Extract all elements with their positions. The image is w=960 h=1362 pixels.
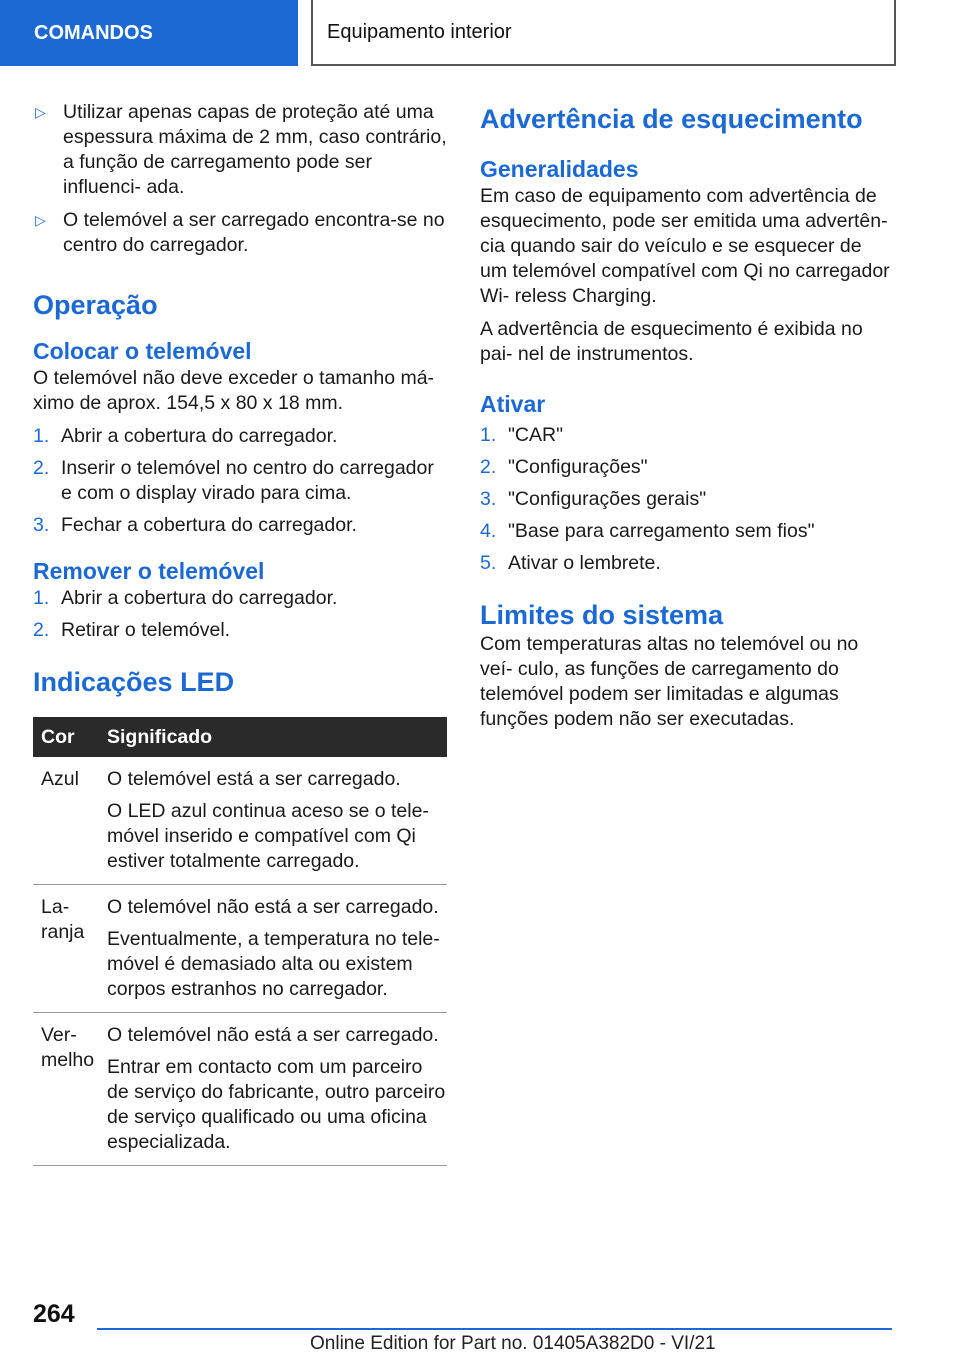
heading-general: Generalidades — [480, 156, 639, 182]
step-item: 2. Retirar o telemóvel. — [33, 619, 231, 641]
place-intro: O telemóvel não deve exceder o tamanho má‐ ximo de aprox. 154,5 x 80 x 18 mm. — [33, 367, 435, 414]
section-title: Equipamento interior — [311, 0, 896, 66]
step-item: 4. "Base para carregamento sem fios" — [480, 520, 815, 542]
limits-paragraph: Com temperaturas altas no telemóvel ou no veí‐ culo, as funções de carregamento do telemóvel podem ser limitadas e algumas funções podem não ser executadas. — [480, 633, 859, 730]
step-item: 3. "Configurações gerais" — [480, 488, 707, 510]
table-row — [33, 1013, 447, 1166]
table-header-row — [33, 717, 447, 757]
edition-note: Online Edition for Part no. 01405A382D0 - VI/21 — [310, 1333, 716, 1354]
step-item: 5. Ativar o lembrete. — [480, 552, 661, 574]
column-header-meaning: Significado — [99, 717, 447, 757]
chapter-tab: COMANDOS — [0, 0, 298, 66]
step-item: 1. "CAR" — [480, 424, 564, 446]
heading-operation: Operação — [33, 290, 158, 320]
table-row — [33, 757, 447, 885]
right-column — [480, 100, 892, 732]
triangle-bullet-icon: ▷ — [35, 212, 46, 228]
left-column — [33, 100, 447, 1166]
table-row — [33, 885, 447, 1013]
step-item: 2. "Configurações" — [480, 456, 648, 478]
column-header-color: Cor — [33, 717, 99, 757]
bullet-item: ▷ Utilizar apenas capas de proteção até uma espessura máxima de 2 mm, caso contrário, a função de carregamento pode ser influenci‐ ada. — [35, 101, 447, 198]
heading-led: Indicações LED — [33, 667, 235, 697]
heading-forget-warning: Advertência de esquecimento — [480, 104, 863, 134]
step-item: 1. Abrir a cobertura do carregador. — [33, 587, 338, 609]
led-meaning: O telemóvel está a ser carregado. O LED azul continua aceso se o tele‐ móvel inserido e compatível com Qi estiver totalmente carregado. — [99, 757, 447, 885]
led-meaning: O telemóvel não está a ser carregado. Entrar em contacto com um parceiro de serviço do fabricante, outro parceiro de serviço qualificado ou uma oficina especializada. — [99, 1013, 447, 1166]
heading-place-phone: Colocar o telemóvel — [33, 338, 252, 364]
step-item: 3. Fechar a cobertura do carregador. — [33, 514, 357, 536]
led-table — [33, 717, 447, 1166]
heading-system-limits: Limites do sistema — [480, 600, 724, 630]
led-meaning: O telemóvel não está a ser carregado. Eventualmente, a temperatura no tele‐ móvel é demasiado alta ou existem corpos estranhos no carregador. — [99, 885, 447, 1013]
footer-divider — [97, 1328, 892, 1330]
page-number: 264 — [33, 1300, 75, 1328]
step-item: 1. Abrir a cobertura do carregador. — [33, 425, 338, 447]
general-paragraph-1: Em caso de equipamento com advertência de esquecimento, pode ser emitida uma advertên‐ cia quando sair do veículo e se esquecer de um telemóvel compatível com Qi no carregador Wi‐ reless Charging. — [480, 185, 890, 307]
triangle-bullet-icon: ▷ — [35, 104, 46, 120]
led-color: Ver‐ melho — [33, 1013, 99, 1166]
bullet-item: ▷ O telemóvel a ser carregado encontra-se no centro do carregador. — [35, 209, 445, 256]
heading-remove-phone: Remover o telemóvel — [33, 558, 265, 584]
led-color: La‐ ranja — [33, 885, 99, 1013]
general-paragraph-2: A advertência de esquecimento é exibida no pai‐ nel de instrumentos. — [480, 318, 863, 365]
led-color: Azul — [33, 757, 99, 885]
heading-activate: Ativar — [480, 391, 546, 417]
step-item: 2. Inserir o telemóvel no centro do carregador e com o display virado para cima. — [33, 457, 434, 504]
